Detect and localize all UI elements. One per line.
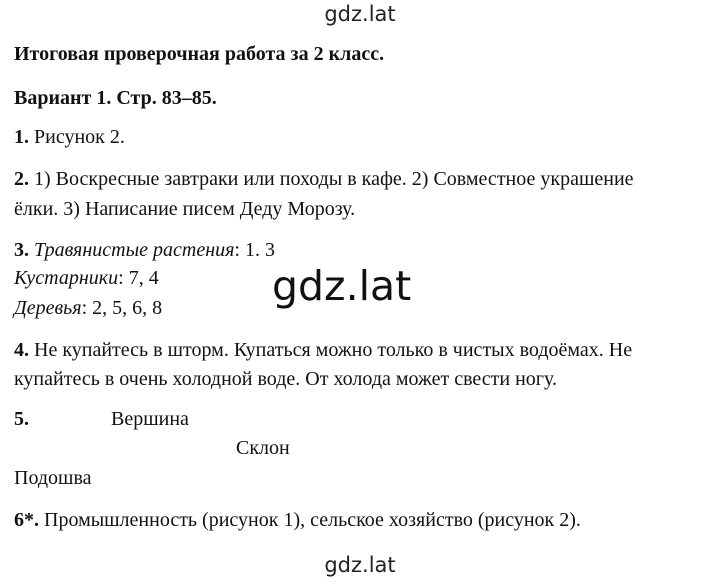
answer-6-text: Промышленность (рисунок 1), сельское хозяйство (рисунок 2).: [39, 509, 581, 531]
tree-label: Деревья: [14, 297, 82, 319]
answer-2-text-1: 1) Воскресные завтраки или походы в кафе. 2) Совместное украшение: [29, 168, 634, 190]
grass-values: : 1. 3: [234, 239, 275, 261]
watermark-top: gdz.lat: [324, 2, 396, 26]
answer-3-grass: [14, 240, 275, 260]
tree-values: : 2, 5, 6, 8: [81, 297, 163, 319]
answer-2-line-2: ёлки. 3) Написание писем Деду Морозу.: [14, 198, 356, 220]
answer-6: [14, 510, 581, 530]
answer-5-number: 5.: [14, 408, 29, 430]
variant-heading: Вариант 1. Стр. 83–85.: [14, 87, 217, 109]
answer-3-shrub: [14, 268, 159, 288]
mountain-top-label: Вершина: [111, 408, 189, 430]
watermark-middle: gdz.lat: [272, 262, 412, 310]
shrub-values: : 7, 4: [118, 267, 159, 289]
shrub-label: Кустарники: [14, 267, 119, 289]
mountain-slope-label: Склон: [236, 437, 290, 459]
watermark-bottom: gdz.lat: [324, 553, 396, 577]
mountain-foot-label: Подошва: [14, 467, 92, 489]
answer-6-number: 6*.: [14, 509, 39, 531]
answer-4-text-1: Не купайтесь в шторм. Купаться можно только в чистых водоёмах. Не: [29, 339, 633, 361]
answer-1-text: Рисунок 2.: [29, 126, 125, 148]
answer-1: [14, 127, 125, 147]
answer-2-line-1: [14, 169, 634, 189]
answer-4-number: 4.: [14, 339, 29, 361]
answer-1-number: 1.: [14, 126, 29, 148]
answer-2-number: 2.: [14, 168, 29, 190]
answer-3-tree: [14, 298, 162, 318]
answer-4-line-1: [14, 340, 632, 360]
answer-4-line-2: купайтесь в очень холодной воде. От холода может свести ногу.: [14, 368, 558, 390]
answer-3-number: 3.: [14, 239, 29, 261]
page-title: Итоговая проверочная работа за 2 класс.: [14, 43, 385, 65]
grass-label: Травянистые растения: [34, 239, 235, 261]
